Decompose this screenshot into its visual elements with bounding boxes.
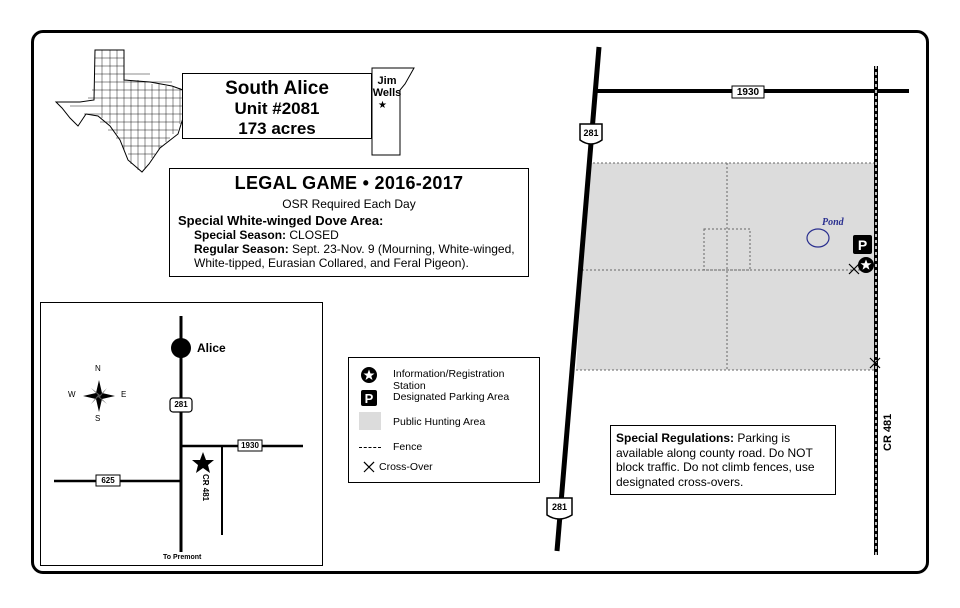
dove-area-heading: Special White-winged Dove Area: — [178, 213, 384, 228]
special-season-label: Special Season: — [194, 228, 287, 242]
special-regulations-text-3: block traffic. Do not climb fences, use — [616, 460, 815, 474]
svg-text:P: P — [857, 237, 868, 253]
locator-625-label: 625 — [101, 476, 115, 485]
locator-281-label: 281 — [174, 400, 188, 409]
public-hunting-area — [576, 163, 876, 370]
road-1930-label: 1930 — [736, 87, 760, 98]
to-premont-label: To Premont — [163, 554, 202, 561]
compass-n: N — [95, 364, 101, 373]
legend-box: Information/Registration Station P Designated Parking Area Public Hunting Area Fence Cross-Over — [348, 357, 540, 483]
regular-season-value-2: White-tipped, Eurasian Collared, and Feral Pigeon). — [194, 256, 469, 270]
hwy-281-bottom-label: 281 — [551, 502, 568, 512]
info-station-icon — [858, 257, 874, 273]
hwy-281-top-label: 281 — [583, 128, 599, 138]
pond-label: Pond — [822, 217, 844, 228]
special-regulations-text-2: available along county road. Do NOT — [616, 445, 813, 460]
parking-icon — [853, 235, 872, 254]
unit-name: South Alice — [225, 78, 329, 99]
unit-acreage: 173 acres — [238, 119, 316, 138]
cr-481-label: CR 481 — [882, 413, 894, 451]
special-regulations-text-4: designated cross-overs. — [616, 474, 744, 489]
locator-cr481-label: CR 481 — [201, 474, 210, 502]
special-regulations-text-1: Parking is — [737, 431, 791, 445]
regular-season-value: Sept. 23-Nov. 9 (Mourning, White-winged, — [292, 242, 515, 256]
regular-season-label: Regular Season: — [194, 242, 289, 256]
county-star-icon: ★ — [378, 100, 387, 111]
locator-1930-label: 1930 — [241, 441, 259, 450]
compass-s: S — [95, 414, 101, 423]
county-name: Jim Wells — [372, 75, 402, 99]
osr-notice: OSR Required Each Day — [282, 197, 416, 211]
svg-text:P: P — [364, 391, 374, 406]
locator-city-label: Alice — [197, 341, 226, 355]
unit-number: Unit #2081 — [234, 99, 320, 118]
legal-game-title: LEGAL GAME • 2016-2017 — [234, 173, 464, 193]
special-season-value: CLOSED — [289, 228, 339, 242]
compass-w: W — [68, 390, 76, 399]
special-regulations-box — [610, 425, 836, 495]
special-regulations-heading: Special Regulations: — [616, 431, 735, 445]
compass-e: E — [121, 390, 127, 399]
